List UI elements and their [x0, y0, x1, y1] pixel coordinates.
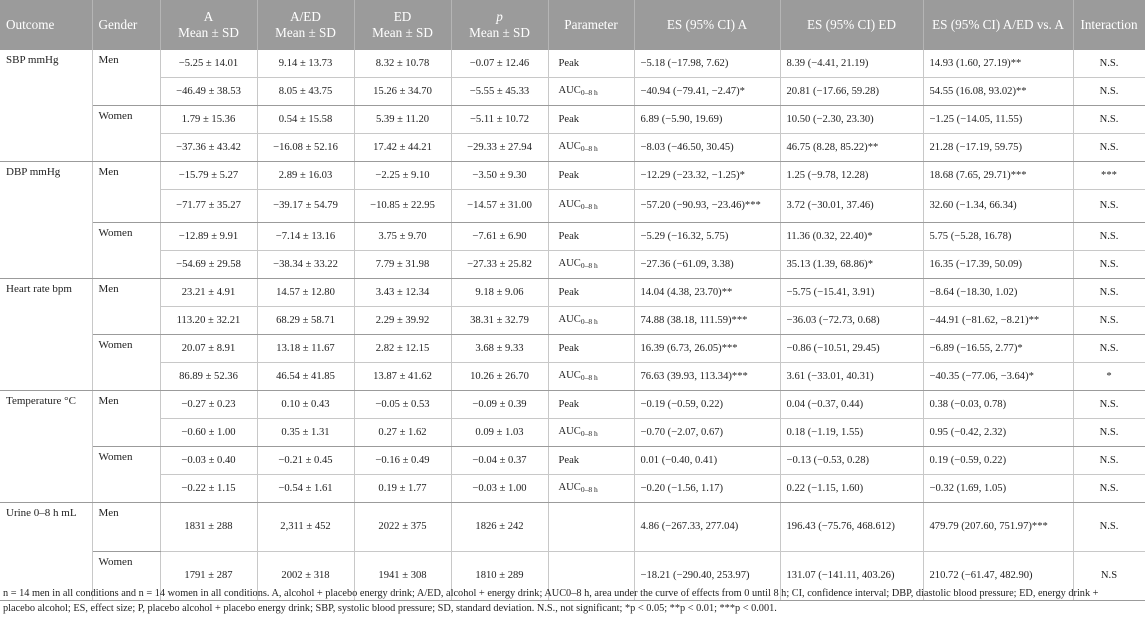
table-footnote [3, 586, 1141, 616]
table-row [0, 307, 1145, 335]
mean-sd-cell: 1791 ± 287 [160, 552, 257, 601]
table-row [0, 251, 1145, 279]
header-outcome: Outcome [0, 0, 92, 50]
outcome-cell: DBP mmHg [0, 162, 92, 279]
mean-sd-cell: −3.50 ± 9.30 [451, 162, 548, 190]
table-row [0, 391, 1145, 419]
gender-cell: Women [92, 106, 160, 162]
effect-size-cell: 0.04 (−0.37, 0.44) [780, 391, 923, 419]
mean-sd-cell: 0.19 ± 1.77 [354, 475, 451, 503]
parameter-cell: Peak [548, 50, 634, 78]
outcome-cell: Urine 0–8 h mL [0, 503, 92, 601]
table-row [0, 190, 1145, 223]
parameter-cell: $AUC_{0-8 h}$ [548, 363, 634, 391]
effect-size-cell: 11.36 (0.32, 22.40)* [780, 223, 923, 251]
mean-sd-cell: 2022 ± 375 [354, 503, 451, 552]
mean-sd-cell: 2.29 ± 39.92 [354, 307, 451, 335]
parameter-cell: Peak [548, 223, 634, 251]
mean-sd-cell: −38.34 ± 33.22 [257, 251, 354, 279]
footnote-line-2: placebo alcohol; ES, effect size; P, placebo alcohol + placebo energy drink; SBP, systolic blood pressure; SD, standard deviation. N.S., not significant; *p < 0.05; **p < 0.01; ***p < 0.001. [3, 603, 777, 614]
outcome-cell: SBP mmHg [0, 50, 92, 162]
effect-size-cell: 14.93 (1.60, 27.19)** [923, 50, 1073, 78]
header-es-aed-vs-a: ES (95% CI) A/ED vs. A [923, 0, 1073, 50]
mean-sd-cell: −10.85 ± 22.95 [354, 190, 451, 223]
effect-size-cell: −36.03 (−72.73, 0.68) [780, 307, 923, 335]
parameter-cell: $AUC_{0-8 h}$ [548, 134, 634, 162]
mean-sd-cell: 20.07 ± 8.91 [160, 335, 257, 363]
mean-sd-cell: 38.31 ± 32.79 [451, 307, 548, 335]
table-row [0, 475, 1145, 503]
parameter-cell: Peak [548, 391, 634, 419]
interaction-cell: * [1073, 363, 1145, 391]
interaction-cell: N.S. [1073, 106, 1145, 134]
mean-sd-cell: −0.09 ± 0.39 [451, 391, 548, 419]
effect-size-cell: 0.18 (−1.19, 1.55) [780, 419, 923, 447]
mean-sd-cell: −2.25 ± 9.10 [354, 162, 451, 190]
mean-sd-cell: −0.54 ± 1.61 [257, 475, 354, 503]
mean-sd-cell: 113.20 ± 32.21 [160, 307, 257, 335]
interaction-cell: N.S. [1073, 335, 1145, 363]
effect-size-cell: 20.81 (−17.66, 59.28) [780, 78, 923, 106]
parameter-cell [548, 503, 634, 552]
effect-size-cell: 479.79 (207.60, 751.97)*** [923, 503, 1073, 552]
effect-size-cell: 10.50 (−2.30, 23.30) [780, 106, 923, 134]
mean-sd-cell: −0.03 ± 1.00 [451, 475, 548, 503]
mean-sd-cell: −0.05 ± 0.53 [354, 391, 451, 419]
effect-size-cell: −8.03 (−46.50, 30.45) [634, 134, 780, 162]
table-row [0, 363, 1145, 391]
table-row [0, 279, 1145, 307]
mean-sd-cell: −27.33 ± 25.82 [451, 251, 548, 279]
outcome-cell: Temperature °C [0, 391, 92, 503]
mean-sd-cell: 3.75 ± 9.70 [354, 223, 451, 251]
mean-sd-cell: 14.57 ± 12.80 [257, 279, 354, 307]
mean-sd-cell: 68.29 ± 58.71 [257, 307, 354, 335]
parameter-cell: Peak [548, 279, 634, 307]
effect-size-cell: 32.60 (−1.34, 66.34) [923, 190, 1073, 223]
effect-size-cell: 0.38 (−0.03, 0.78) [923, 391, 1073, 419]
table-row [0, 162, 1145, 190]
mean-sd-cell: 17.42 ± 44.21 [354, 134, 451, 162]
effect-size-cell: −6.89 (−16.55, 2.77)* [923, 335, 1073, 363]
mean-sd-cell: 9.14 ± 13.73 [257, 50, 354, 78]
mean-sd-cell: 1810 ± 289 [451, 552, 548, 601]
mean-sd-cell: 2.82 ± 12.15 [354, 335, 451, 363]
mean-sd-cell: 13.87 ± 41.62 [354, 363, 451, 391]
interaction-cell: N.S. [1073, 447, 1145, 475]
table-row [0, 419, 1145, 447]
effect-size-cell: 6.89 (−5.90, 19.69) [634, 106, 780, 134]
mean-sd-cell: 1941 ± 308 [354, 552, 451, 601]
mean-sd-cell: −15.79 ± 5.27 [160, 162, 257, 190]
effect-size-cell: −40.94 (−79.41, −2.47)* [634, 78, 780, 106]
interaction-cell: N.S. [1073, 475, 1145, 503]
outcome-cell: Heart rate bpm [0, 279, 92, 391]
header-row [0, 0, 1145, 50]
mean-sd-cell: −54.69 ± 29.58 [160, 251, 257, 279]
effect-size-cell: 16.35 (−17.39, 50.09) [923, 251, 1073, 279]
mean-sd-cell: −0.22 ± 1.15 [160, 475, 257, 503]
table-row [0, 134, 1145, 162]
mean-sd-cell: 15.26 ± 34.70 [354, 78, 451, 106]
gender-cell: Women [92, 223, 160, 279]
header-gender: Gender [92, 0, 160, 50]
effect-size-cell: 0.22 (−1.15, 1.60) [780, 475, 923, 503]
effect-size-cell: 0.19 (−0.59, 0.22) [923, 447, 1073, 475]
header-ed: ED Mean ± SD [354, 0, 451, 50]
mean-sd-cell: −0.03 ± 0.40 [160, 447, 257, 475]
mean-sd-cell: 23.21 ± 4.91 [160, 279, 257, 307]
mean-sd-cell: 7.79 ± 31.98 [354, 251, 451, 279]
effect-size-cell: 18.68 (7.65, 29.71)*** [923, 162, 1073, 190]
mean-sd-cell: 5.39 ± 11.20 [354, 106, 451, 134]
mean-sd-cell: −0.16 ± 0.49 [354, 447, 451, 475]
interaction-cell: N.S. [1073, 78, 1145, 106]
mean-sd-cell: 0.27 ± 1.62 [354, 419, 451, 447]
parameter-cell: Peak [548, 162, 634, 190]
effect-size-cell: 131.07 (−141.11, 403.26) [780, 552, 923, 601]
interaction-cell: *** [1073, 162, 1145, 190]
effect-size-cell: 14.04 (4.38, 23.70)** [634, 279, 780, 307]
mean-sd-cell: 2,311 ± 452 [257, 503, 354, 552]
parameter-cell: Peak [548, 447, 634, 475]
table-row [0, 78, 1145, 106]
effect-size-cell: 0.01 (−0.40, 0.41) [634, 447, 780, 475]
table-body [0, 50, 1145, 601]
mean-sd-cell: −0.27 ± 0.23 [160, 391, 257, 419]
mean-sd-cell: −5.55 ± 45.33 [451, 78, 548, 106]
effect-size-cell: 16.39 (6.73, 26.05)*** [634, 335, 780, 363]
mean-sd-cell: 9.18 ± 9.06 [451, 279, 548, 307]
gender-cell: Men [92, 279, 160, 335]
mean-sd-cell: −0.21 ± 0.45 [257, 447, 354, 475]
interaction-cell: N.S. [1073, 307, 1145, 335]
mean-sd-cell: 13.18 ± 11.67 [257, 335, 354, 363]
effect-size-cell: −5.29 (−16.32, 5.75) [634, 223, 780, 251]
mean-sd-cell: −14.57 ± 31.00 [451, 190, 548, 223]
mean-sd-cell: 0.35 ± 1.31 [257, 419, 354, 447]
gender-cell: Men [92, 50, 160, 106]
parameter-cell: Peak [548, 335, 634, 363]
effect-size-cell: 74.88 (38.18, 111.59)*** [634, 307, 780, 335]
mean-sd-cell: −5.25 ± 14.01 [160, 50, 257, 78]
effect-size-cell: 210.72 (−61.47, 482.90) [923, 552, 1073, 601]
mean-sd-cell: −39.17 ± 54.79 [257, 190, 354, 223]
interaction-cell: N.S. [1073, 223, 1145, 251]
interaction-cell: N.S [1073, 552, 1145, 601]
effect-size-cell: −0.20 (−1.56, 1.17) [634, 475, 780, 503]
header-parameter: Parameter [548, 0, 634, 50]
mean-sd-cell: −71.77 ± 35.27 [160, 190, 257, 223]
effect-size-cell: −5.18 (−17.98, 7.62) [634, 50, 780, 78]
table-row [0, 223, 1145, 251]
mean-sd-cell: 0.09 ± 1.03 [451, 419, 548, 447]
effect-size-cell: −0.70 (−2.07, 0.67) [634, 419, 780, 447]
effect-size-cell: −12.29 (−23.32, −1.25)* [634, 162, 780, 190]
interaction-cell: N.S. [1073, 134, 1145, 162]
mean-sd-cell: −37.36 ± 43.42 [160, 134, 257, 162]
parameter-cell: $AUC_{0-8 h}$ [548, 307, 634, 335]
effect-size-cell: −8.64 (−18.30, 1.02) [923, 279, 1073, 307]
gender-cell: Women [92, 552, 160, 601]
mean-sd-cell: −16.08 ± 52.16 [257, 134, 354, 162]
effect-size-cell: −5.75 (−15.41, 3.91) [780, 279, 923, 307]
gender-cell: Men [92, 503, 160, 552]
mean-sd-cell: 46.54 ± 41.85 [257, 363, 354, 391]
table-row [0, 50, 1145, 78]
parameter-cell: $AUC_{0-8 h}$ [548, 78, 634, 106]
mean-sd-cell: 8.05 ± 43.75 [257, 78, 354, 106]
interaction-cell: N.S. [1073, 419, 1145, 447]
mean-sd-cell: 1826 ± 242 [451, 503, 548, 552]
parameter-cell: $AUC_{0-8 h}$ [548, 419, 634, 447]
effect-size-cell: 8.39 (−4.41, 21.19) [780, 50, 923, 78]
parameter-cell: $AUC_{0-8 h}$ [548, 190, 634, 223]
mean-sd-cell: −46.49 ± 38.53 [160, 78, 257, 106]
interaction-cell: N.S. [1073, 190, 1145, 223]
gender-cell: Men [92, 162, 160, 223]
mean-sd-cell: −5.11 ± 10.72 [451, 106, 548, 134]
effect-size-cell: −0.32 (1.69, 1.05) [923, 475, 1073, 503]
mean-sd-cell: −12.89 ± 9.91 [160, 223, 257, 251]
effect-size-cell: −0.86 (−10.51, 29.45) [780, 335, 923, 363]
parameter-cell: $AUC_{0-8 h}$ [548, 251, 634, 279]
mean-sd-cell: 0.10 ± 0.43 [257, 391, 354, 419]
mean-sd-cell: 2002 ± 318 [257, 552, 354, 601]
effect-size-cell: 196.43 (−75.76, 468.612) [780, 503, 923, 552]
mean-sd-cell: 2.89 ± 16.03 [257, 162, 354, 190]
mean-sd-cell: −0.07 ± 12.46 [451, 50, 548, 78]
interaction-cell: N.S. [1073, 391, 1145, 419]
effect-size-cell: 54.55 (16.08, 93.02)** [923, 78, 1073, 106]
table-row [0, 503, 1145, 552]
effect-size-cell: 1.25 (−9.78, 12.28) [780, 162, 923, 190]
header-interaction: Interaction [1073, 0, 1145, 50]
header-p: p Mean ± SD [451, 0, 548, 50]
effect-size-cell: −57.20 (−90.93, −23.46)*** [634, 190, 780, 223]
mean-sd-cell: −29.33 ± 27.94 [451, 134, 548, 162]
effect-size-cell: 3.72 (−30.01, 37.46) [780, 190, 923, 223]
effect-size-cell: −1.25 (−14.05, 11.55) [923, 106, 1073, 134]
effect-size-cell: 5.75 (−5.28, 16.78) [923, 223, 1073, 251]
effect-size-cell: 0.95 (−0.42, 2.32) [923, 419, 1073, 447]
mean-sd-cell: −7.61 ± 6.90 [451, 223, 548, 251]
gender-cell: Women [92, 335, 160, 391]
table-row [0, 335, 1145, 363]
gender-cell: Men [92, 391, 160, 447]
mean-sd-cell: 8.32 ± 10.78 [354, 50, 451, 78]
header-es-ed: ES (95% CI) ED [780, 0, 923, 50]
mean-sd-cell: 10.26 ± 26.70 [451, 363, 548, 391]
effect-size-cell: −0.13 (−0.53, 0.28) [780, 447, 923, 475]
mean-sd-cell: −0.60 ± 1.00 [160, 419, 257, 447]
effect-size-cell: 76.63 (39.93, 113.34)*** [634, 363, 780, 391]
table-row [0, 106, 1145, 134]
parameter-cell: Peak [548, 106, 634, 134]
table-row [0, 447, 1145, 475]
effect-size-cell: −44.91 (−81.62, −8.21)** [923, 307, 1073, 335]
interaction-cell: N.S. [1073, 503, 1145, 552]
effect-size-cell: 46.75 (8.28, 85.22)** [780, 134, 923, 162]
interaction-cell: N.S. [1073, 251, 1145, 279]
header-a: A Mean ± SD [160, 0, 257, 50]
header-es-a: ES (95% CI) A [634, 0, 780, 50]
mean-sd-cell: 3.43 ± 12.34 [354, 279, 451, 307]
effect-size-cell: −27.36 (−61.09, 3.38) [634, 251, 780, 279]
effect-size-cell: 35.13 (1.39, 68.86)* [780, 251, 923, 279]
header-aed: A/ED Mean ± SD [257, 0, 354, 50]
effect-size-cell: 3.61 (−33.01, 40.31) [780, 363, 923, 391]
interaction-cell: N.S. [1073, 50, 1145, 78]
parameter-cell: $AUC_{0-8 h}$ [548, 475, 634, 503]
mean-sd-cell: 86.89 ± 52.36 [160, 363, 257, 391]
mean-sd-cell: −0.04 ± 0.37 [451, 447, 548, 475]
effect-size-cell: 21.28 (−17.19, 59.75) [923, 134, 1073, 162]
mean-sd-cell: 0.54 ± 15.58 [257, 106, 354, 134]
effect-size-cell: 4.86 (−267.33, 277.04) [634, 503, 780, 552]
interaction-cell: N.S. [1073, 279, 1145, 307]
effect-size-cell: −0.19 (−0.59, 0.22) [634, 391, 780, 419]
mean-sd-cell: −7.14 ± 13.16 [257, 223, 354, 251]
effect-size-cell: −18.21 (−290.40, 253.97) [634, 552, 780, 601]
mean-sd-cell: 1831 ± 288 [160, 503, 257, 552]
gender-cell: Women [92, 447, 160, 503]
mean-sd-cell: 1.79 ± 15.36 [160, 106, 257, 134]
footnote-line-1: n = 14 men in all conditions and n = 14 women in all conditions. A, alcohol + placebo energy drink; A/ED, alcohol + energy drink; AUC0–8 h, area under the curve of effects from 0 until 8 h; CI, confidence interval; DBP, diastolic blood pressure; ED, energy drink + [3, 588, 1099, 599]
effect-size-cell: −40.35 (−77.06, −3.64)* [923, 363, 1073, 391]
mean-sd-cell: 3.68 ± 9.33 [451, 335, 548, 363]
